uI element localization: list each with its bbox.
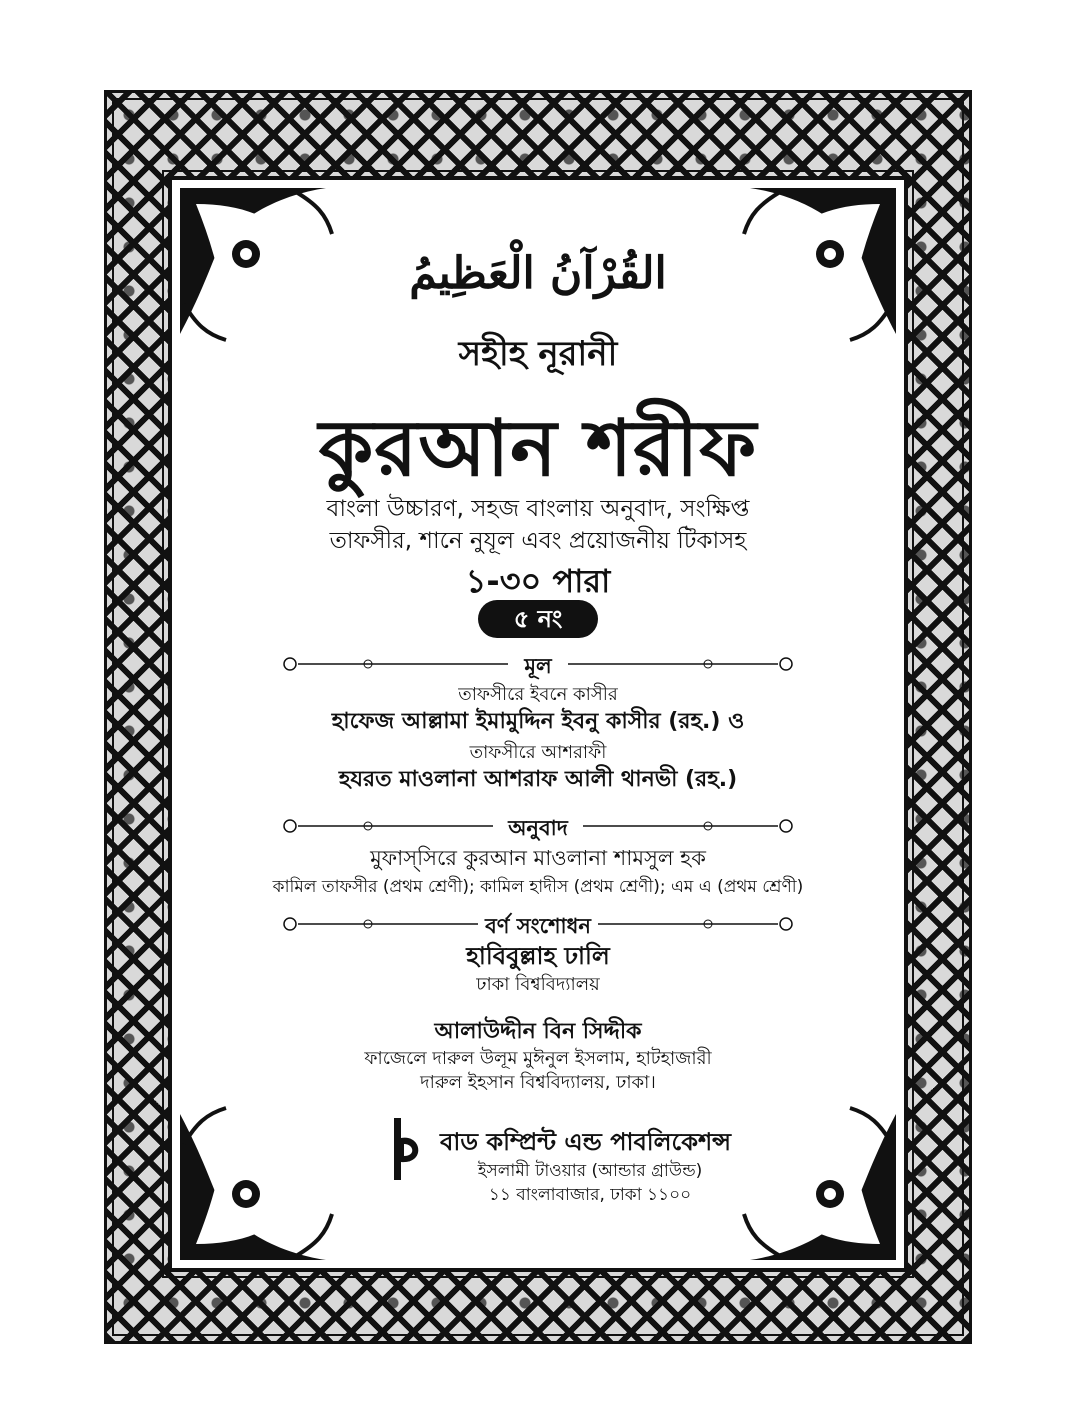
tafsir-ashrafi-author: হযরত মাওলানা আশরাফ আলী থানভী (রহ.) — [338, 767, 738, 792]
publisher-name: বাড কম্প্রিন্ট এন্ড পাবলিকেশন্স — [440, 1128, 732, 1156]
proofreader-2-affiliation-2: দারুল ইহসান বিশ্ববিদ্যালয়, ঢাকা। — [420, 1072, 656, 1093]
corner-ornament-bottom-left — [176, 1104, 336, 1264]
edition-badge: ৫ নং — [478, 600, 599, 638]
translator-name: মুফাস্‌সিরে কুরআন মাওলানা শামসুল হক — [370, 846, 706, 870]
tafsir-ashrafi-name: তাফসীরে আশরাফী — [469, 742, 607, 763]
page-title: কুরআন শরীফ — [318, 404, 758, 494]
subtitle: সহীহ নূরানী — [458, 334, 618, 374]
section-heading-original: মূল — [524, 654, 552, 678]
tafsir-ibn-kathir-author: হাফেজ আল্লামা ইমামুদ্দিন ইবনু কাসীর (রহ.) ও — [331, 709, 745, 734]
tafsir-ibn-kathir-name: তাফসীরে ইবনে কাসীর — [458, 684, 618, 705]
section-heading-proofreading: বর্ণ সংশোধন — [485, 914, 591, 938]
edition-badge-wrap — [168, 600, 908, 640]
proofreader-1-affiliation: ঢাকা বিশ্ববিদ্যালয় — [476, 974, 600, 995]
publisher-address-2: ১১ বাংলাবাজার, ঢাকা ১১০০ — [488, 1185, 692, 1205]
section-heading-translation: অনুবাদ — [508, 816, 568, 840]
para-range: ১-৩০ পারা — [465, 562, 611, 600]
publisher-logo-icon — [388, 1116, 428, 1184]
description-line-2: তাফসীর, শানে নুযূল এবং প্রয়োজনীয় টিকাসহ — [329, 528, 747, 554]
translator-credentials: কামিল তাফসীর (প্রথম শ্রেণী); কামিল হাদীস (প্রথম শ্রেণী); এম এ (প্রথম শ্রেণী) — [272, 877, 804, 897]
description-line-1: বাংলা উচ্চারণ, সহজ বাংলায় অনুবাদ, সংক্ষিপ্ত — [326, 496, 750, 522]
publisher-address-1: ইসলামী টাওয়ার (আন্ডার গ্রাউন্ড) — [477, 1161, 703, 1181]
proofreader-1-name: হাবিবুল্লাহ ঢালি — [466, 942, 610, 970]
proofreader-2-affiliation-1: ফাজেলে দারুল উলূম মুঈনুল ইসলাম, হাটহাজারী — [364, 1048, 712, 1069]
proofreader-2-name: আলাউদ্দীন বিন সিদ্দীক — [434, 1019, 642, 1044]
corner-ornament-bottom-right — [740, 1104, 900, 1264]
arabic-title: القُرْآنُ الْعَظِيمُ — [409, 248, 667, 299]
